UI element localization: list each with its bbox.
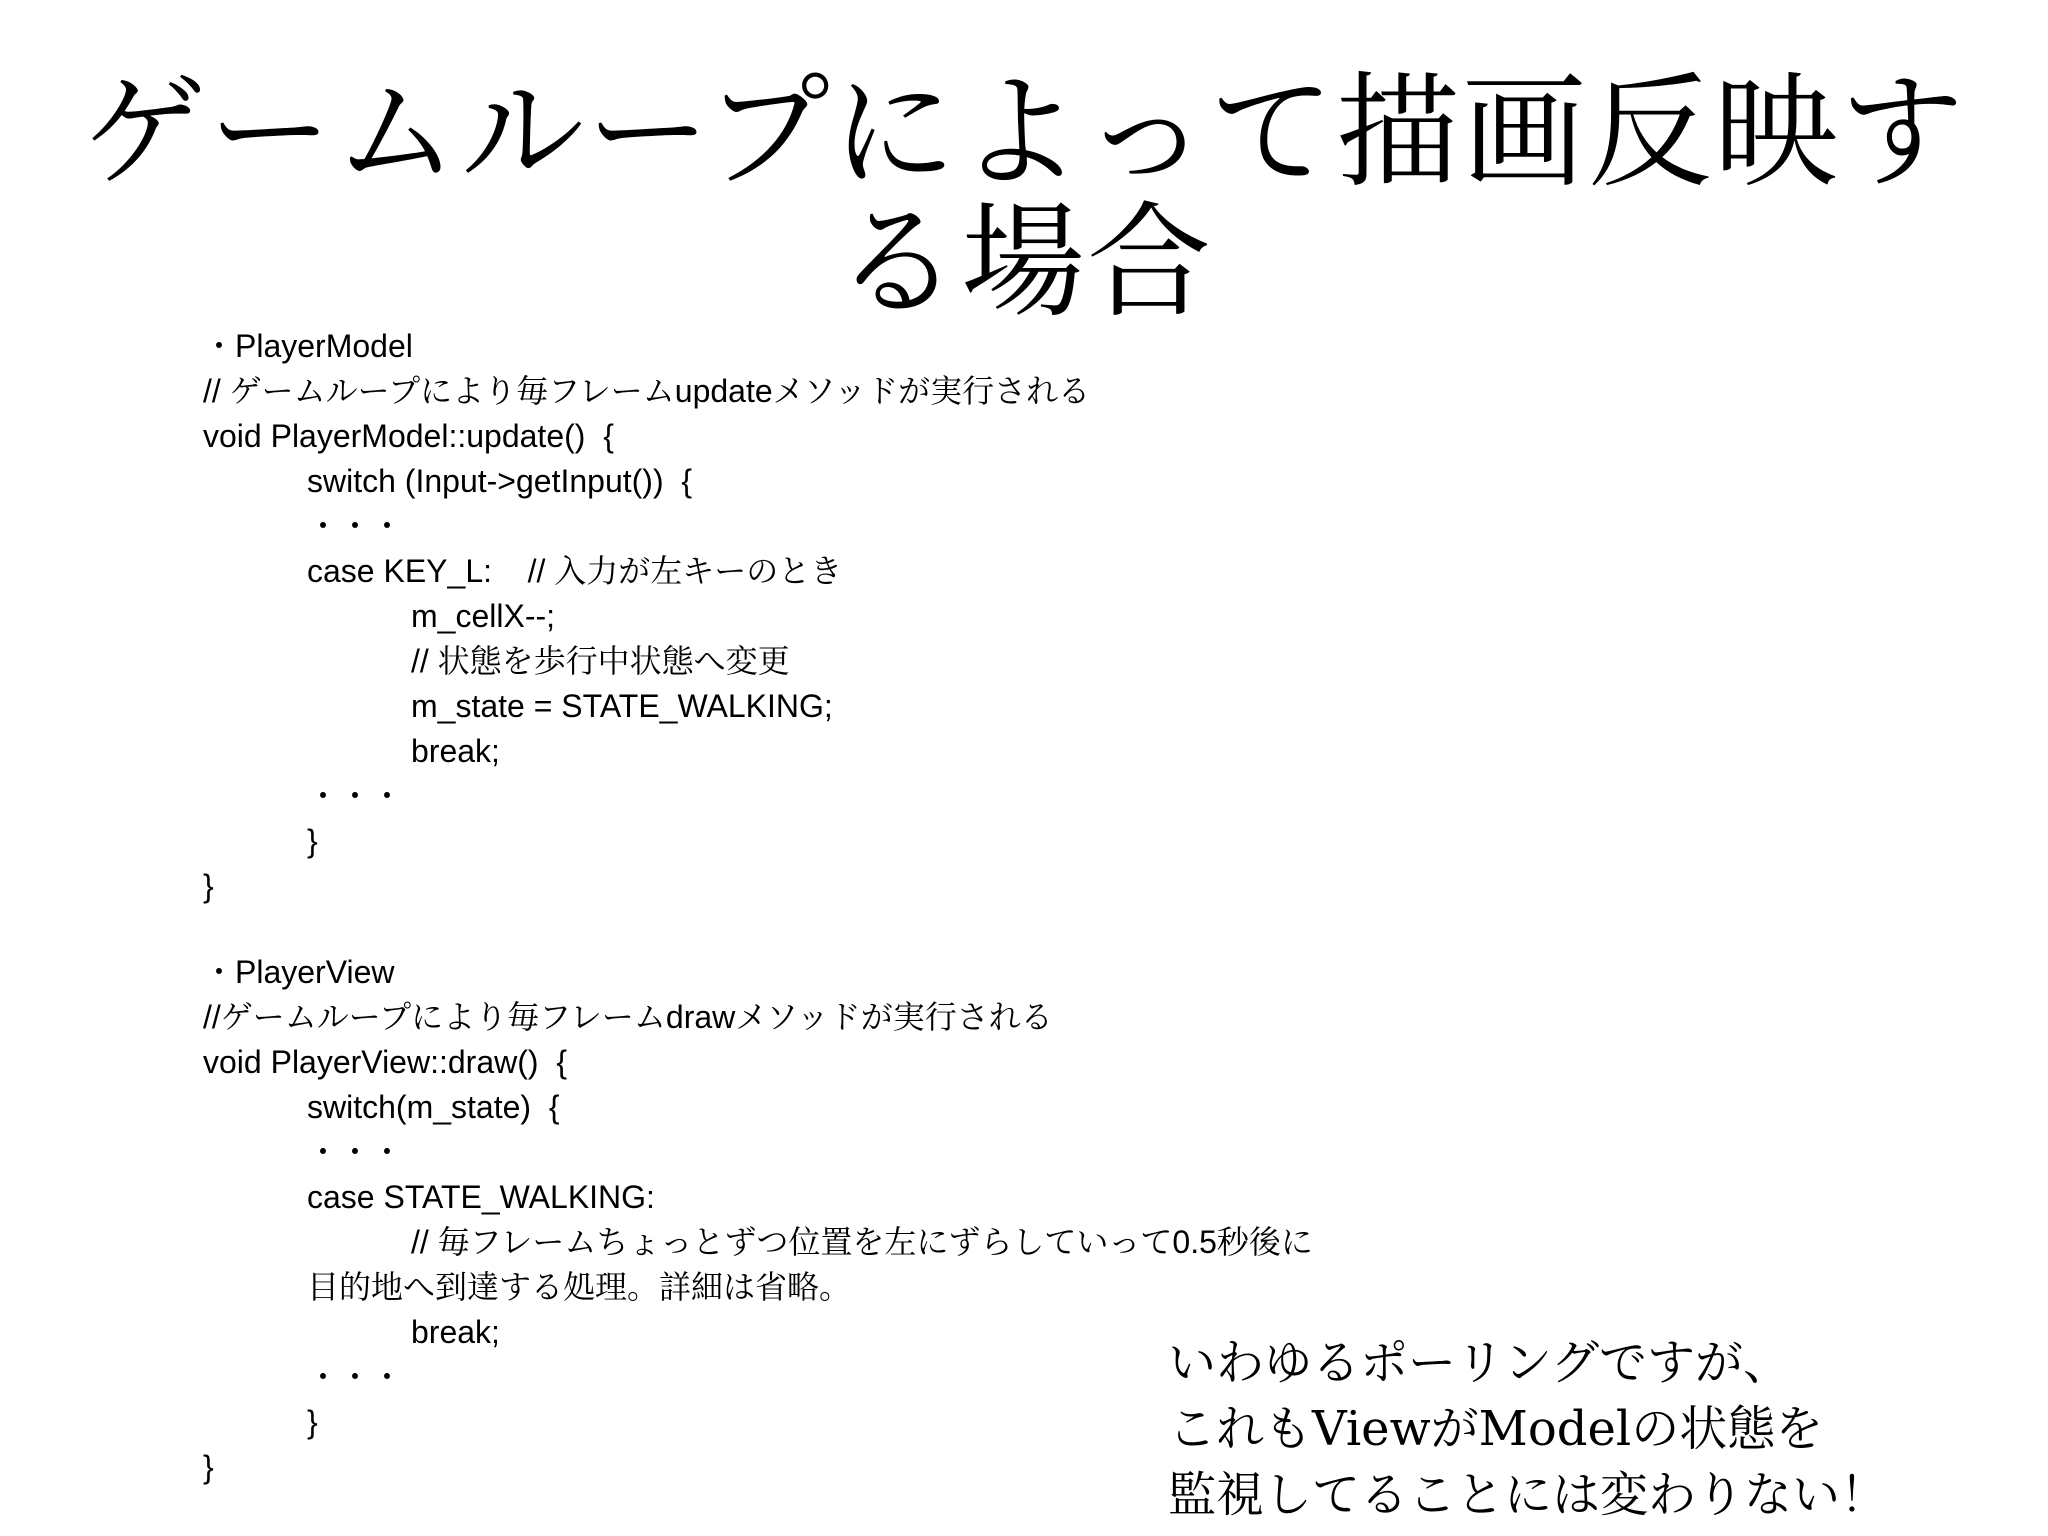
code-comment: // 状態を歩行中状態へ変更 [411,643,790,679]
code-line: case KEY_L: // 入力が左キーのとき [307,553,843,589]
code-comment: // 毎フレームちょっとずつ位置を左にずらしていって0.5秒後に [411,1224,1313,1260]
code-line: } [203,1449,214,1485]
code-comment-continued: 目的地へ到達する処理。詳細は省略。 [307,1269,852,1305]
code-line: } [203,868,214,904]
code-ellipsis: ・・・ [307,778,404,814]
code-ellipsis: ・・・ [307,1134,404,1170]
polling-note [1168,1330,1888,1528]
code-line: } [307,823,318,859]
code-line: m_cellX--; [411,598,556,634]
slide-title-line-2: る場合 [834,191,1213,335]
note-line-1: いわゆるポーリングですが、 [1168,1335,1792,1391]
code-line: m_state = STATE_WALKING; [411,688,833,724]
code-comment: // ゲームループにより毎フレームupdateメソッドが実行される [203,373,1091,409]
code-line: break; [411,1314,500,1350]
code-line: case STATE_WALKING: [307,1179,655,1215]
note-line-2: これもViewがModelの状態を [1168,1401,1824,1457]
note-line-3: 監視してることには変わりない！ [1168,1467,1889,1523]
code-line: break; [411,733,500,769]
slide-title [0,61,2048,335]
code-line: } [307,1404,318,1440]
code-comment: //ゲームループにより毎フレームdrawメソッドが実行される [203,999,1053,1035]
code-ellipsis: ・・・ [307,508,404,544]
code-ellipsis: ・・・ [307,1359,404,1395]
slide-title-line-1: ゲームループによって描画反映す [82,61,1966,205]
player-view-heading: ・PlayerView [203,954,395,990]
code-line: void PlayerView::draw() { [203,1044,567,1080]
player-model-heading: ・PlayerModel [203,328,413,364]
code-line: switch(m_state) { [307,1089,560,1125]
code-line: void PlayerModel::update() { [203,418,614,454]
code-line: switch (Input->getInput()) { [307,463,693,499]
